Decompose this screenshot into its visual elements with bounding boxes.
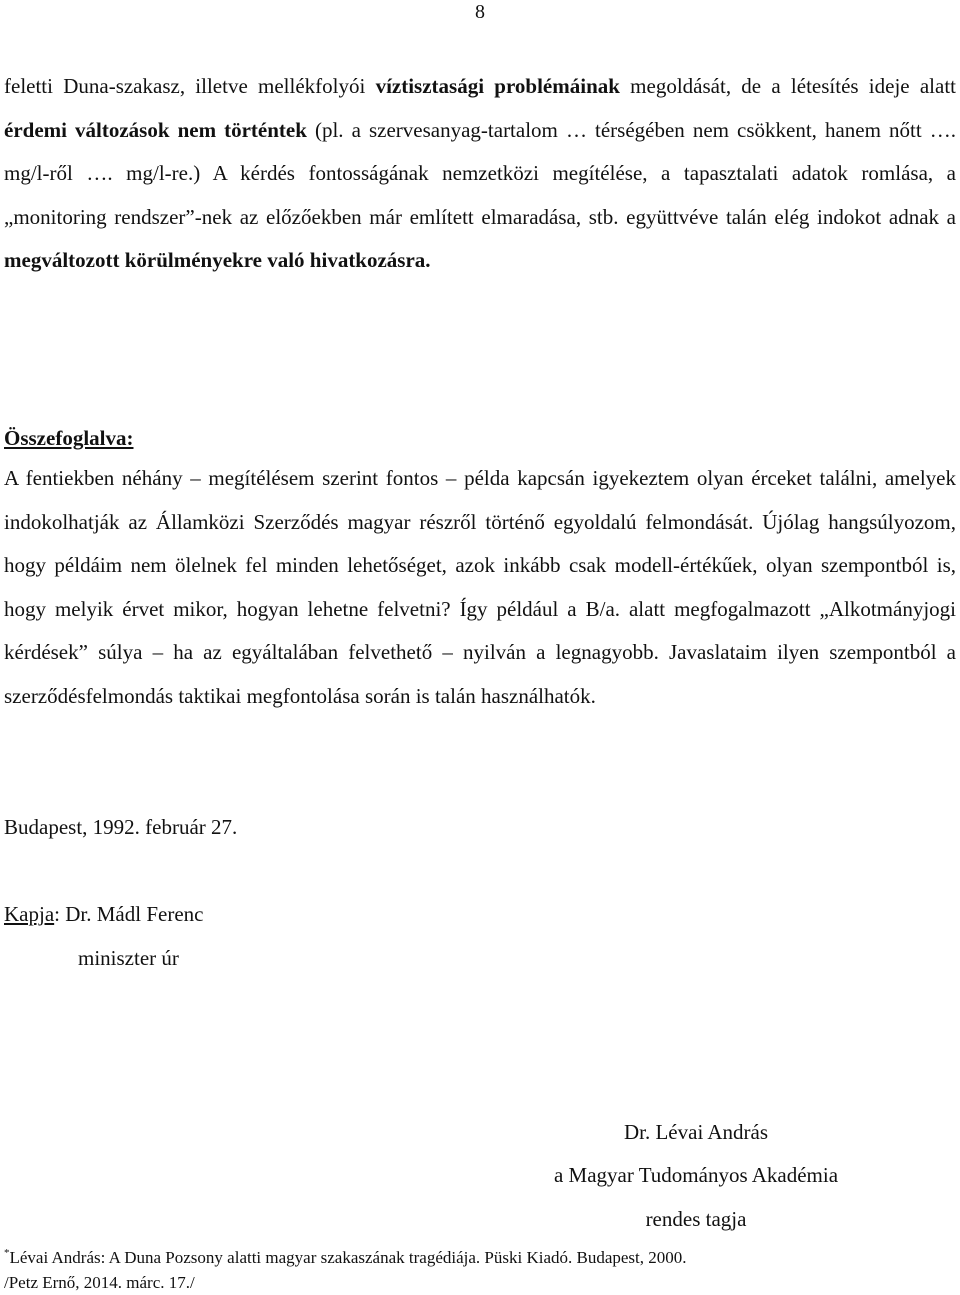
signature-rank: rendes tagja bbox=[645, 1207, 747, 1231]
footnote-citation: Lévai András: A Duna Pozsony alatti magyar szakaszának tragédiája. Püski Kiadó. Budapest, 2000. bbox=[9, 1248, 687, 1267]
footnote-marker: * bbox=[4, 1247, 10, 1259]
addressee-name: Dr. Mádl Ferenc bbox=[60, 902, 204, 926]
footnote-line-1 bbox=[4, 1245, 944, 1270]
addressee-label: Kapja bbox=[4, 902, 55, 926]
addressee-title: miniszter úr bbox=[78, 946, 179, 970]
signature-name: Dr. Lévai András bbox=[623, 1120, 769, 1144]
body-paragraph-2: A fentiekben néhány – megítélésem szerint fontos – példa kapcsán igyekeztem olyan érceket találni, amelyek indokolhatják az Államközi Szerződés magyar részről történő egyoldalú felmondását. Újólag hangsúlyozom, hogy példáim nem ölelnek fel minden lehetőséget, azok inkább csak modell-értékűek, olyan szempontból is, hogy melyik érvet mikor, hogyan lehetne felvetni? Így például a B/a. alatt megfogalmazott „Alkotmányjogi kérdések” súlya – ha az egyáltalában felvethető – nyilván a legnagyobb. Javaslataim ilyen szempontból a szerződésfelmondás taktikai megfontolása során is talán használhatók. bbox=[4, 466, 956, 708]
addressee-colon: : bbox=[54, 902, 60, 926]
footnote-line-2: /Petz Ernő, 2014. márc. 17./ bbox=[4, 1273, 195, 1292]
paragraph-1-text-3: (pl. a szervesanyag-tartalom … térségében nem csökkent, hanem nőtt …. mg/l-ről …. mg/l-re.) A kérdés fontosságának nemzetközi megítélése, a tapasztalati adatok romlása, a „monitoring rendszer”-nek az előzőekben már említett elmaradása, stb. együttvéve talán elég indokot adnak a bbox=[4, 117, 956, 229]
paragraph-1-bold-3: megváltozott körülményekre való hivatkozásra. bbox=[4, 248, 431, 273]
paragraph-1-bold-2: érdemi változások nem történtek bbox=[4, 117, 307, 142]
signature-affiliation: a Magyar Tudományos Akadémia bbox=[553, 1163, 839, 1187]
footnote bbox=[4, 1245, 944, 1295]
date-line: Budapest, 1992. február 27. bbox=[4, 815, 238, 839]
paragraph-1-bold-1: víztisztasági problémáinak bbox=[375, 74, 620, 98]
body-paragraph-1 bbox=[4, 65, 956, 283]
addressee-line bbox=[4, 894, 203, 934]
page-number: 8 bbox=[475, 1, 485, 23]
paragraph-1-text-1: feletti Duna-szakasz, illetve mellékfolyói bbox=[4, 74, 376, 98]
summary-heading: Összefoglalva: bbox=[4, 426, 134, 450]
paragraph-1-text-2: megoldását, de a létesítés ideje alatt bbox=[619, 74, 956, 98]
